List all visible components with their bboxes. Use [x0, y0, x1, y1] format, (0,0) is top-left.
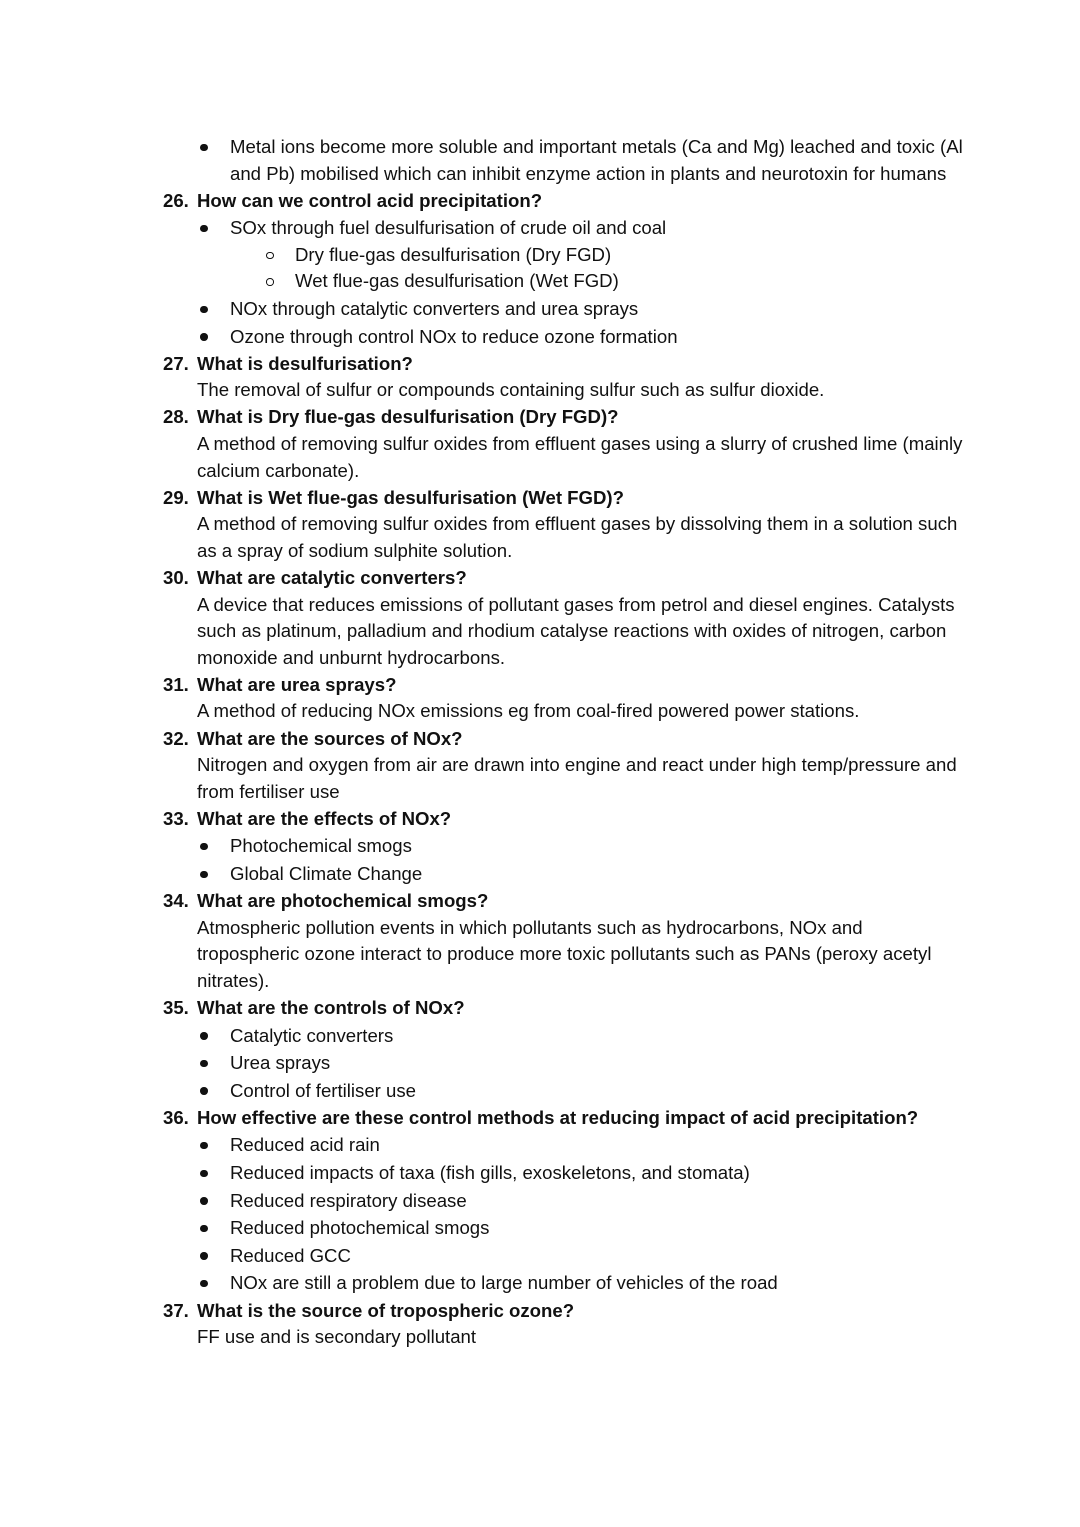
- question-text: What are catalytic converters?: [197, 567, 467, 588]
- bullet-item: Reduced photochemical smogs: [163, 1215, 963, 1242]
- question-text: How can we control acid precipitation?: [197, 189, 543, 211]
- question-number: 30.: [163, 567, 189, 588]
- question-heading: [163, 1298, 963, 1325]
- question-text: What are the controls of NOx?: [197, 997, 465, 1018]
- bullet-item: Urea sprays: [163, 1050, 963, 1077]
- answer-text: FF use and is secondary pollutant: [197, 1326, 477, 1348]
- document-body: [163, 133, 963, 1351]
- question-text: What are urea sprays?: [197, 673, 397, 695]
- bullet-item: Reduced respiratory disease: [163, 1188, 963, 1215]
- question-heading: [163, 806, 963, 833]
- answer-text: A device that reduces emissions of pollutant gases from petrol and diesel engines. Catalysts such as platinum, palladium and rhodium catalyse reactions with oxides of nitrogen, carbon monoxide and unburnt hydrocarbons.: [197, 593, 955, 668]
- bullet-item: NOx are still a problem due to large number of vehicles of the road: [163, 1270, 963, 1297]
- answer-text: Atmospheric pollution events in which pollutants such as hydrocarbons, NOx and tropospheric ozone interact to produce more toxic pollutants such as PANs (peroxy acetyl nitrates).: [197, 916, 932, 991]
- question-number: 35.: [163, 997, 189, 1018]
- question-heading: [163, 672, 963, 699]
- question-number: 27.: [163, 352, 189, 374]
- answer-text: The removal of sulfur or compounds containing sulfur such as sulfur dioxide.: [197, 379, 825, 401]
- question-number: 34.: [163, 890, 189, 912]
- question-text: What is the source of tropospheric ozone?: [197, 1299, 575, 1321]
- bullet-item: Reduced impacts of taxa (fish gills, exoskeletons, and stomata): [163, 1160, 963, 1187]
- question-text: What are the effects of NOx?: [197, 807, 452, 829]
- question-number: 29.: [163, 486, 189, 508]
- question-heading: [163, 726, 963, 753]
- bullet-item: Control of fertiliser use: [163, 1078, 963, 1105]
- question-text: What is desulfurisation?: [197, 352, 413, 374]
- answer-text: A method of reducing NOx emissions eg from coal-fired powered power stations.: [197, 700, 860, 722]
- bullet-item: NOx through catalytic converters and urea sprays: [163, 296, 963, 323]
- sub-bullet-item: Wet flue-gas desulfurisation (Wet FGD): [163, 268, 963, 295]
- question-number: 32.: [163, 727, 189, 749]
- bullet-item: Reduced acid rain: [163, 1132, 963, 1159]
- question-number: 33.: [163, 807, 189, 829]
- bullet-item: Metal ions become more soluble and important metals (Ca and Mg) leached and toxic (Al and Pb) mobilised which can inhibit enzyme action in plants and neurotoxin for humans: [163, 134, 963, 187]
- question-number: 31.: [163, 673, 189, 695]
- question-heading: [163, 995, 963, 1022]
- question-text: What is Dry flue-gas desulfurisation (Dry FGD)?: [197, 406, 619, 428]
- answer-text: A method of removing sulfur oxides from effluent gases using a slurry of crushed lime (mainly calcium carbonate).: [197, 433, 963, 481]
- answer-text: A method of removing sulfur oxides from effluent gases by dissolving them in a solution such as a spray of sodium sulphite solution.: [197, 513, 958, 561]
- answer-text: Nitrogen and oxygen from air are drawn into engine and react under high temp/pressure and from fertiliser use: [197, 754, 957, 802]
- question-text: How effective are these control methods at reducing impact of acid precipitation?: [197, 1106, 919, 1128]
- bullet-item: Photochemical smogs: [163, 833, 963, 860]
- question-text: What is Wet flue-gas desulfurisation (Wet FGD)?: [197, 486, 624, 508]
- question-heading: [163, 565, 963, 592]
- question-number: 26.: [163, 189, 189, 211]
- bullet-item: Ozone through control NOx to reduce ozone formation: [163, 324, 963, 351]
- question-heading: [163, 1105, 963, 1132]
- bullet-item: SOx through fuel desulfurisation of crude oil and coal: [163, 215, 963, 242]
- question-heading: [163, 404, 963, 431]
- question-heading: [163, 351, 963, 378]
- question-text: What are photochemical smogs?: [197, 890, 489, 912]
- question-heading: [163, 188, 963, 215]
- sub-bullet-item: Dry flue-gas desulfurisation (Dry FGD): [163, 242, 963, 269]
- question-number: 28.: [163, 406, 189, 428]
- bullet-item: Reduced GCC: [163, 1243, 963, 1270]
- bullet-item: Catalytic converters: [163, 1023, 963, 1050]
- question-number: 36.: [163, 1106, 189, 1128]
- question-heading: [163, 485, 963, 512]
- question-number: 37.: [163, 1299, 189, 1321]
- question-text: What are the sources of NOx?: [197, 727, 463, 749]
- bullet-item: Global Climate Change: [163, 861, 963, 888]
- question-heading: [163, 888, 963, 915]
